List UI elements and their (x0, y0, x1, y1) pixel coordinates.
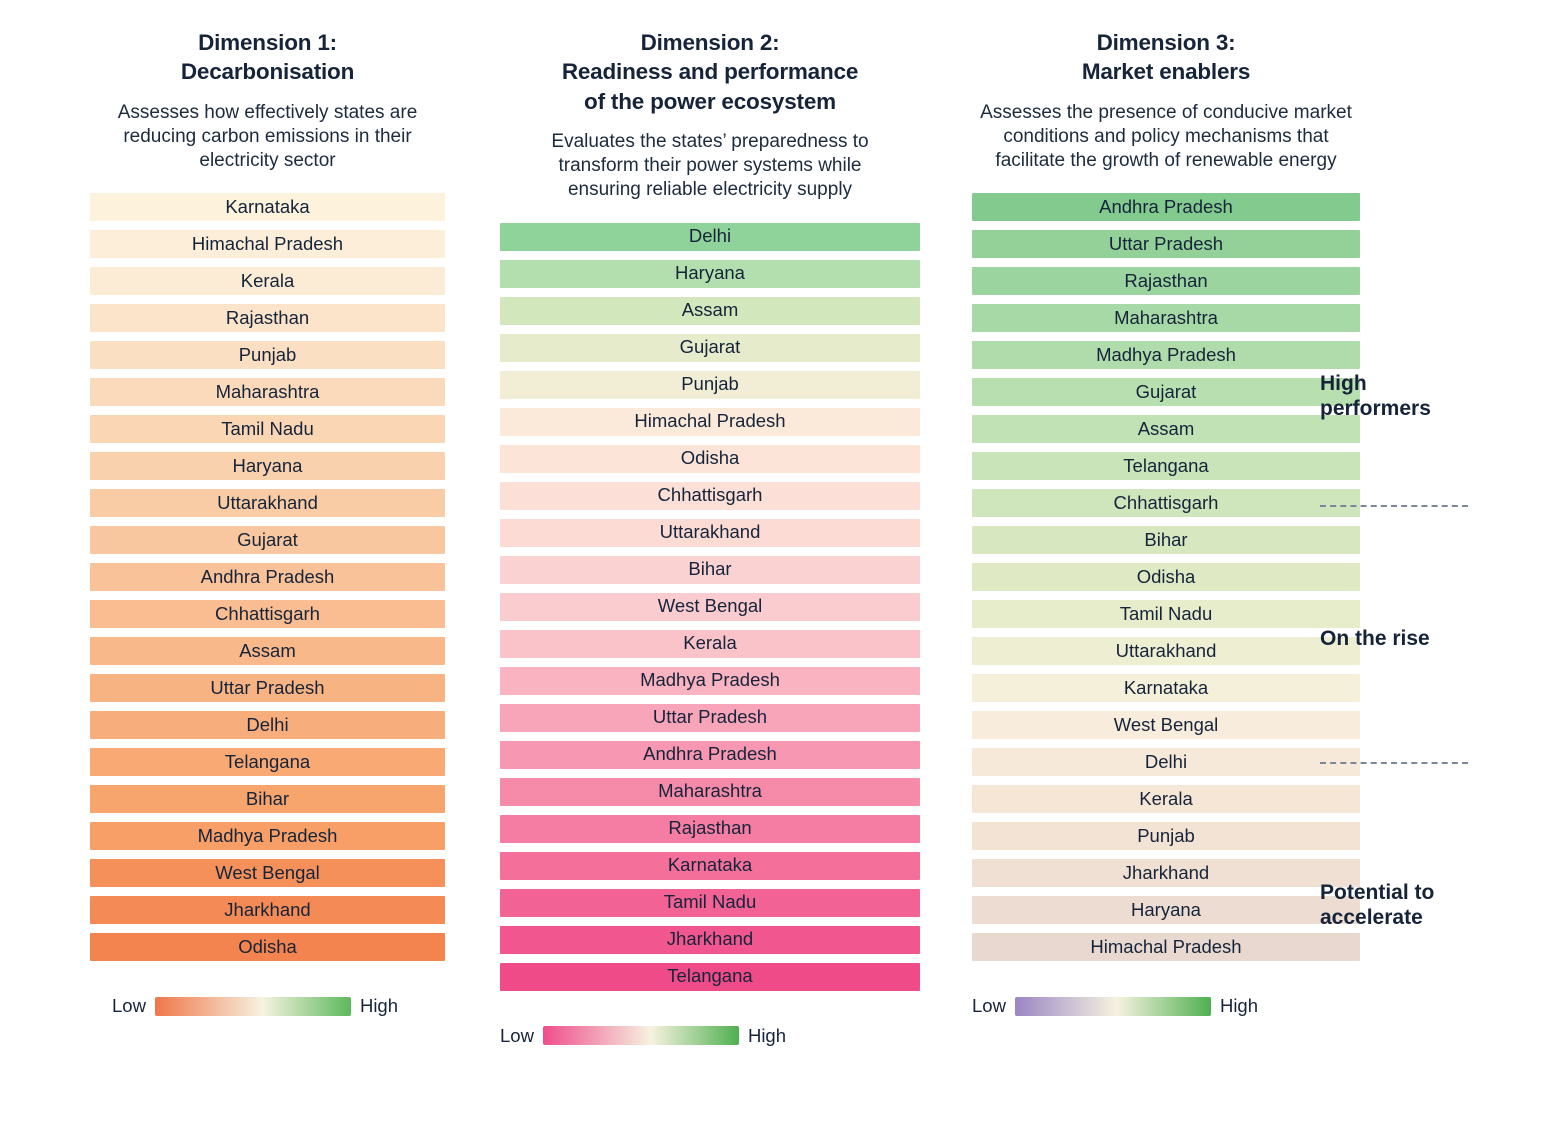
bar-label: West Bengal (1113, 714, 1219, 736)
bar-row (972, 711, 1360, 739)
bar-label: Tamil Nadu (663, 891, 757, 913)
bar-row (972, 600, 1360, 628)
bar-label: Jharkhand (1122, 862, 1210, 884)
bar-row (500, 741, 920, 769)
bar-label: Andhra Pradesh (200, 566, 335, 588)
bar-row (972, 193, 1360, 221)
bar-row (972, 304, 1360, 332)
bar-label: Himachal Pradesh (634, 410, 786, 432)
legend-1 (90, 995, 445, 1017)
bar-label: Chhattisgarh (215, 603, 320, 625)
column-title-line: of the power ecosystem (584, 88, 836, 114)
bar-label: Tamil Nadu (1119, 603, 1213, 625)
annotation-high-performers (1320, 372, 1431, 422)
bar-label: Uttar Pradesh (210, 677, 325, 699)
performance-annotations (1310, 0, 1540, 1137)
column-title-line: Dimension 2: (640, 30, 780, 55)
bar-label: Uttar Pradesh (652, 706, 768, 728)
bar-list-3 (972, 193, 1360, 961)
bar-row (90, 785, 445, 813)
legend-2 (500, 1025, 920, 1047)
bar-row (972, 822, 1360, 850)
bar-label: Chhattisgarh (657, 484, 763, 506)
bar-label: Kerala (1139, 788, 1193, 810)
annotation-on-the-rise (1320, 627, 1430, 652)
bar-label: Andhra Pradesh (1099, 196, 1233, 218)
bar-row (500, 667, 920, 695)
bar-row (90, 378, 445, 406)
bar-row (500, 260, 920, 288)
bar-label: Karnataka (667, 854, 753, 876)
bar-label: Kerala (240, 270, 295, 292)
bar-row (90, 637, 445, 665)
bar-row (90, 896, 445, 924)
legend-low-label: Low (112, 995, 146, 1017)
bar-label: Bihar (1144, 529, 1188, 551)
bar-row (500, 778, 920, 806)
bar-row (90, 859, 445, 887)
bar-label: Uttarakhand (217, 492, 318, 514)
annotation-line: performers (1320, 396, 1431, 420)
bar-row (90, 489, 445, 517)
legend-high-label: High (747, 1024, 787, 1046)
legend-3 (972, 995, 1360, 1017)
bar-label: Delhi (246, 714, 289, 736)
bar-row (972, 748, 1360, 776)
bar-row (972, 378, 1360, 406)
bar-row (90, 452, 445, 480)
bar-row (90, 563, 445, 591)
bar-row (972, 489, 1360, 517)
annotation-divider (1320, 505, 1468, 507)
legend-gradient-bar (1015, 997, 1211, 1016)
bar-row (500, 963, 920, 991)
bar-label: Uttarakhand (659, 521, 761, 543)
bar-row (500, 519, 920, 547)
bar-label: Odisha (680, 447, 740, 469)
bar-row (500, 852, 920, 880)
bar-label: Haryana (675, 262, 745, 284)
bar-label: Madhya Pradesh (1096, 344, 1236, 366)
bar-row (972, 563, 1360, 591)
bar-row (972, 859, 1360, 887)
legend-low-label: Low (500, 1024, 534, 1046)
bar-row (972, 526, 1360, 554)
bar-row (500, 815, 920, 843)
bar-label: Odisha (1136, 566, 1196, 588)
bar-label: Haryana (1131, 899, 1201, 921)
bar-label: Maharashtra (215, 381, 320, 403)
bar-row (500, 593, 920, 621)
bar-list-1 (90, 193, 445, 961)
column-description-2: Evaluates the states’ preparedness to transform their power systems while ensuring reliable electricity supply (551, 130, 869, 201)
column-title-line: Market enablers (1081, 59, 1251, 85)
bar-row (90, 711, 445, 739)
column-title-2 (500, 28, 920, 116)
bar-label: Karnataka (225, 196, 310, 218)
legend-high-label: High (1219, 995, 1259, 1017)
bar-label: Telangana (667, 965, 753, 987)
annotation-line: High (1320, 372, 1367, 395)
bar-label: Assam (681, 299, 739, 321)
bar-row (90, 193, 445, 221)
bar-label: Maharashtra (658, 780, 762, 802)
bar-row (972, 933, 1360, 961)
bar-row (500, 334, 920, 362)
bar-label: Haryana (232, 455, 303, 477)
bar-row (500, 630, 920, 658)
bar-row (500, 482, 920, 510)
column-title-3 (972, 28, 1360, 87)
bar-label: Uttar Pradesh (1108, 233, 1224, 255)
bar-label: Gujarat (237, 529, 298, 551)
bar-row (972, 452, 1360, 480)
bar-row (972, 896, 1360, 924)
bar-list-2 (500, 223, 920, 991)
bar-label: Andhra Pradesh (643, 743, 777, 765)
bar-label: Rajasthan (668, 817, 752, 839)
bar-label: Tamil Nadu (221, 418, 314, 440)
bar-label: Uttarakhand (1115, 640, 1217, 662)
bar-row (972, 341, 1360, 369)
bar-row (500, 889, 920, 917)
bar-label: Telangana (1123, 455, 1209, 477)
bar-row (90, 341, 445, 369)
column-description-3: Assesses the presence of conducive market conditions and policy mechanisms that facilitate the growth of renewable energy (980, 101, 1352, 172)
bar-label: Assam (239, 640, 296, 662)
bar-label: Gujarat (1135, 381, 1197, 403)
bar-row (500, 408, 920, 436)
dimension-column-1 (0, 28, 500, 1017)
bar-row (90, 748, 445, 776)
bar-label: Gujarat (679, 336, 741, 358)
bar-row (90, 415, 445, 443)
bar-row (972, 674, 1360, 702)
bar-row (500, 223, 920, 251)
bar-row (972, 230, 1360, 258)
bar-row (500, 556, 920, 584)
bar-label: Assam (1137, 418, 1195, 440)
bar-row (90, 526, 445, 554)
column-title-line: Dimension 1: (198, 30, 337, 55)
annotation-line: accelerate (1320, 905, 1423, 929)
bar-label: Punjab (1137, 825, 1195, 847)
bar-row (972, 415, 1360, 443)
bar-label: Bihar (245, 788, 290, 810)
bar-row (90, 304, 445, 332)
column-title-1 (90, 28, 445, 87)
bar-label: Punjab (681, 373, 739, 395)
column-title-line: Dimension 3: (1096, 30, 1236, 55)
bar-label: Himachal Pradesh (1090, 936, 1242, 958)
bar-label: West Bengal (215, 862, 320, 884)
bar-label: Delhi (688, 225, 732, 247)
bar-label: Maharashtra (1114, 307, 1218, 329)
bar-label: Himachal Pradesh (191, 233, 344, 255)
bar-row (972, 267, 1360, 295)
bar-row (972, 785, 1360, 813)
bar-label: Punjab (238, 344, 297, 366)
annotation-potential-to-accelerate (1320, 881, 1434, 931)
bar-row (500, 371, 920, 399)
bar-row (90, 267, 445, 295)
bar-label: West Bengal (657, 595, 763, 617)
bar-label: Rajasthan (225, 307, 310, 329)
bar-label: Jharkhand (224, 899, 311, 921)
annotation-divider (1320, 762, 1468, 764)
bar-label: Chhattisgarh (1113, 492, 1219, 514)
dimension-column-2 (500, 28, 920, 1047)
bar-row (90, 674, 445, 702)
dimension-column-3 (920, 28, 1360, 1017)
bar-label: Madhya Pradesh (197, 825, 338, 847)
bar-label: Bihar (688, 558, 732, 580)
bar-label: Jharkhand (666, 928, 754, 950)
bar-label: Madhya Pradesh (640, 669, 780, 691)
bar-row (972, 637, 1360, 665)
bar-row (90, 933, 445, 961)
column-title-line: Readiness and performance (561, 59, 859, 85)
bar-row (500, 297, 920, 325)
column-title-line: Decarbonisation (180, 59, 355, 85)
annotation-line: Potential to (1320, 881, 1435, 904)
bar-label: Odisha (238, 936, 297, 958)
column-description-1: Assesses how effectively states are reducing carbon emissions in their electricity sector (117, 101, 418, 172)
legend-gradient-bar (155, 997, 351, 1016)
bar-row (500, 704, 920, 732)
bar-label: Kerala (683, 632, 737, 654)
legend-low-label: Low (972, 995, 1006, 1017)
bar-label: Rajasthan (1124, 270, 1208, 292)
bar-label: Telangana (224, 751, 311, 773)
annotation-line: On the rise (1320, 627, 1430, 650)
legend-high-label: High (359, 995, 399, 1017)
bar-label: Delhi (1144, 751, 1188, 773)
bar-row (500, 926, 920, 954)
bar-row (500, 445, 920, 473)
legend-gradient-bar (543, 1026, 739, 1045)
bar-row (90, 822, 445, 850)
bar-row (90, 230, 445, 258)
bar-row (90, 600, 445, 628)
bar-label: Karnataka (1123, 677, 1209, 699)
